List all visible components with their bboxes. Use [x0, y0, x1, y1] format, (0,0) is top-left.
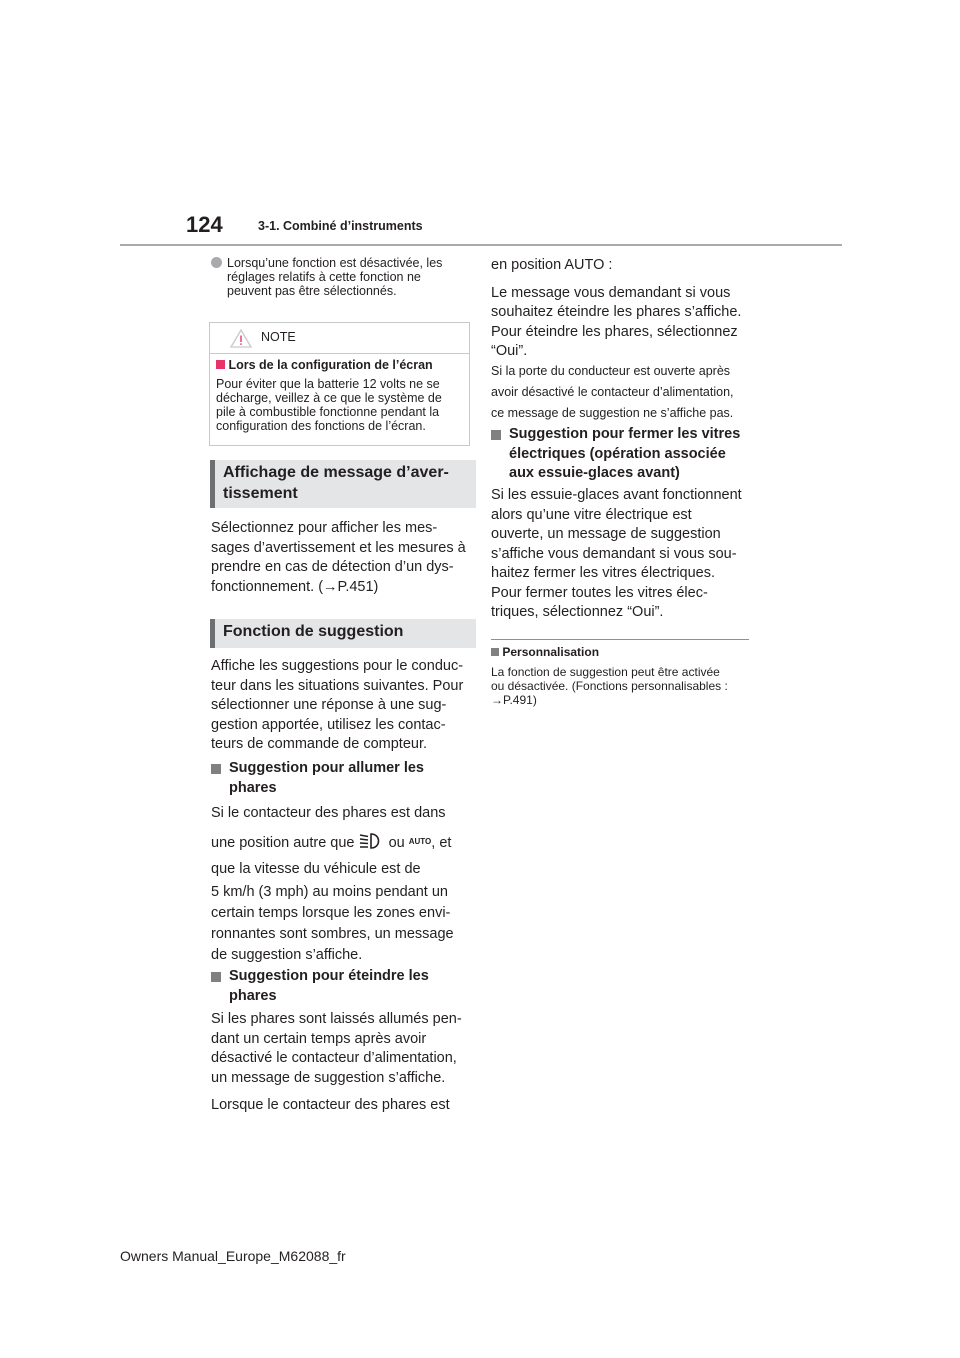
text-line: Si les essuie-glaces avant fonctionnent — [491, 487, 742, 503]
bullet-line: réglages relatifs à cette fonction ne — [227, 270, 421, 284]
paragraph-suggestion — [211, 657, 463, 755]
subheading-headlights-on — [211, 759, 466, 798]
note-line: Pour éviter que la batterie 12 volts ne se — [216, 377, 440, 391]
paragraph-headlights-on — [211, 803, 454, 965]
text-line: certain temps lorsque les zones envi- — [211, 905, 451, 921]
bullet-icon — [211, 257, 222, 268]
text-line: que la vitesse du véhicule est de — [211, 861, 421, 877]
paragraph-driver-door — [491, 361, 734, 424]
heading-line: tissement — [223, 485, 298, 502]
text-fragment: une position autre que — [211, 835, 355, 851]
heading-line: Affichage de message d’aver- — [223, 464, 449, 481]
text-line: Si la porte du conducteur est ouverte après — [491, 364, 731, 378]
bullet-line: Lorsqu’une fonction est désactivée, les — [227, 256, 443, 270]
paragraph-warning — [211, 519, 466, 597]
text-line: désactivé le contacteur d’alimentation, — [211, 1050, 457, 1066]
subheading-line: phares — [229, 779, 277, 796]
text-line: Si les phares sont laissés allumés pen- — [211, 1011, 462, 1027]
warning-triangle-icon — [230, 329, 252, 348]
square-bullet-icon — [211, 764, 221, 774]
note-line: pile à combustible fonctionne pendant la — [216, 405, 440, 419]
note-label: NOTE — [261, 330, 296, 344]
text-line: ou désactivée. (Fonctions personnalisables : — [491, 679, 728, 693]
subheading-line: électriques (opération associée — [509, 445, 726, 462]
auto-icon: AUTO — [408, 837, 432, 846]
paragraph-headlights-off — [211, 1010, 462, 1116]
footer-text: Owners Manual_Europe_M62088_fr — [120, 1248, 346, 1264]
bullet-text — [227, 256, 442, 298]
text-line: Lorsque le contacteur des phares est — [211, 1097, 450, 1113]
text-line: de suggestion s’affiche. — [211, 947, 363, 963]
note-line: configuration des fonctions de l’écran. — [216, 419, 426, 433]
paragraph-close-windows — [491, 486, 742, 623]
subheading-line: Suggestion pour allumer les — [229, 760, 424, 776]
heading-warning-messages — [210, 460, 476, 508]
square-bullet-icon — [216, 360, 225, 369]
text-line: “Oui”. — [491, 343, 528, 359]
note-line: décharge, veillez à ce que le système de — [216, 391, 442, 405]
subheading-line: Suggestion pour éteindre les — [229, 968, 429, 984]
customization-heading-text: Personnalisation — [502, 645, 600, 659]
subheading-headlights-off — [211, 967, 466, 1006]
text-line: fonctionnement. (→P.451) — [211, 578, 379, 595]
header-divider — [120, 244, 842, 246]
note-heading — [216, 358, 433, 372]
subheading-line: aux essuie-glaces avant) — [509, 465, 680, 481]
text-fragment: , et — [431, 835, 452, 851]
subheading-close-windows — [491, 425, 749, 484]
square-bullet-icon — [491, 430, 501, 440]
customization-heading — [491, 645, 599, 659]
text-line: avoir désactivé le contacteur d’alimentation, — [491, 385, 734, 399]
note-box — [209, 322, 470, 446]
text-fragment: ou — [388, 835, 405, 851]
text-line: Affiche les suggestions pour le conduc- — [211, 658, 464, 674]
low-beam-headlight-icon — [359, 831, 385, 851]
text-line: triques, sélectionnez “Oui”. — [491, 604, 664, 620]
text-line: Le message vous demandant si vous — [491, 284, 731, 301]
text-line: ce message de suggestion ne s’affiche pas. — [491, 406, 734, 420]
square-bullet-icon — [211, 972, 221, 982]
customization-text — [491, 665, 728, 707]
text-line: →P.491) — [491, 693, 537, 707]
text-line: sélectionner une réponse à une sug- — [211, 697, 447, 713]
text-line: souhaitez éteindre les phares s’affiche. — [491, 304, 742, 320]
text-line: s’affiche vous demandant si vous sou- — [491, 545, 737, 562]
text-line: teur dans les situations suivantes. Pour — [211, 677, 464, 694]
subheading-line: Suggestion pour fermer les vitres — [509, 426, 741, 442]
text-line: ouverte, un message de suggestion — [491, 526, 721, 542]
note-title-row — [210, 323, 469, 354]
heading-line: Fonction de suggestion — [223, 623, 404, 640]
text-line: Pour éteindre les phares, sélectionnez — [491, 323, 738, 340]
text-line: un message de suggestion s’affiche. — [211, 1069, 446, 1086]
text-line: dant un certain temps après avoir — [211, 1030, 427, 1047]
text-line: Pour fermer toutes les vitres élec- — [491, 584, 708, 601]
subheading-line: phares — [229, 987, 277, 1004]
text-line: alors qu’une vitre électrique est — [491, 506, 692, 523]
text-line: haitez fermer les vitres électriques. — [491, 565, 716, 581]
text-line: ronnantes sont sombres, un message — [211, 926, 454, 942]
text-line-with-icons — [211, 831, 454, 859]
square-bullet-icon — [491, 648, 499, 656]
text-line: gestion apportée, utilisez les contac- — [211, 716, 446, 733]
text-line: La fonction de suggestion peut être activée — [491, 665, 720, 679]
text-line: teurs de commande de compteur. — [211, 736, 428, 752]
bullet-line: peuvent pas être sélectionnés. — [227, 284, 397, 298]
note-heading-text: Lors de la configuration de l’écran — [228, 358, 433, 372]
paragraph-continued — [491, 256, 741, 362]
page-number: 124 — [186, 212, 223, 237]
note-body — [216, 377, 442, 433]
customization-divider — [491, 639, 749, 640]
section-title: 3-1. Combiné d’instruments — [258, 219, 423, 233]
text-line: Si le contacteur des phares est dans — [211, 805, 446, 821]
heading-suggestion — [210, 619, 476, 648]
text-line: en position AUTO : — [491, 257, 613, 273]
text-line: sages d’avertissement et les mesures à — [211, 539, 466, 556]
text-line: 5 km/h (3 mph) au moins pendant un — [211, 884, 448, 900]
text-line: Sélectionnez pour afficher les mes- — [211, 520, 438, 536]
text-line: prendre en cas de détection d’un dys- — [211, 559, 454, 575]
